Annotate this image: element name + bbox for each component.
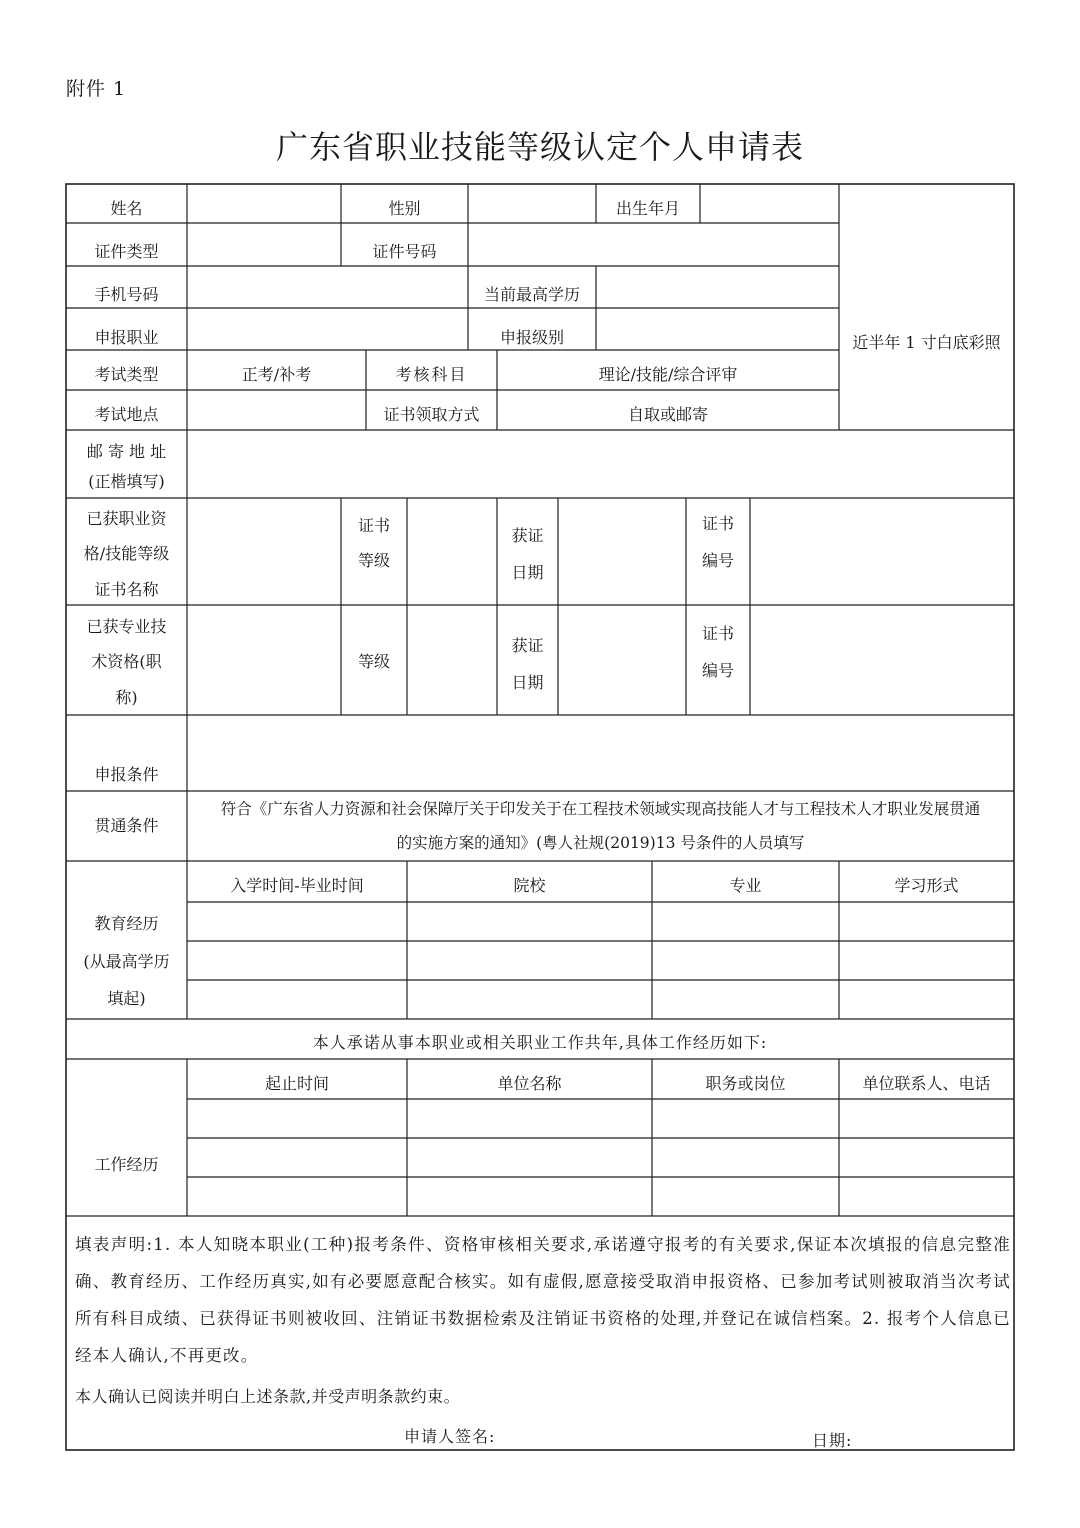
label-id-type: 证件类型 bbox=[94, 241, 159, 261]
label-subject: 考核科目 bbox=[395, 365, 468, 385]
label-name: 姓名 bbox=[110, 198, 143, 218]
subject-field[interactable]: 理论/技能/综合评审 bbox=[598, 365, 738, 385]
label-level: 申报级别 bbox=[499, 328, 564, 348]
label-obtain-date-line1: 获证 bbox=[511, 526, 544, 546]
exam-type-field[interactable]: 正考/补考 bbox=[241, 365, 312, 385]
label-mail-address bbox=[66, 436, 187, 498]
label-work-history: 工作经历 bbox=[94, 1155, 159, 1175]
work-col-employer: 单位名称 bbox=[497, 1074, 562, 1094]
edu-col-study-mode: 学习形式 bbox=[894, 876, 959, 896]
label-qualification-cert-line3: 证书名称 bbox=[94, 579, 159, 599]
grade-field[interactable] bbox=[408, 606, 496, 714]
label-cert-number-line2: 编号 bbox=[701, 551, 734, 570]
education-row[interactable] bbox=[188, 981, 1013, 1018]
date-label: 日期: bbox=[812, 1431, 853, 1450]
label-cert-number-line1: 证书 bbox=[701, 514, 734, 534]
confirmation-text: 本人确认已阅读并明白上述条款,并受声明条款约束。 bbox=[75, 1387, 461, 1406]
label-exam-location: 考试地点 bbox=[94, 405, 159, 425]
label-education-history-line3: 填起) bbox=[107, 989, 146, 1009]
label-tech-obtain-date-line1: 获证 bbox=[511, 636, 544, 656]
work-row[interactable] bbox=[188, 1139, 1013, 1176]
label-cert-method: 证书领取方式 bbox=[383, 405, 480, 425]
education-row[interactable] bbox=[188, 942, 1013, 979]
education-row[interactable] bbox=[188, 903, 1013, 940]
label-cert-level-line2: 等级 bbox=[357, 551, 390, 570]
label-qualification-cert-line1: 已获职业资 bbox=[86, 509, 167, 529]
tech-obtain-date-field[interactable] bbox=[559, 606, 685, 714]
label-education-history bbox=[66, 904, 187, 1019]
label-tech-cert-number-line1: 证书 bbox=[701, 624, 734, 644]
label-exam-type: 考试类型 bbox=[94, 365, 159, 385]
label-grade: 等级 bbox=[357, 652, 390, 672]
cert-level-field[interactable] bbox=[408, 499, 496, 604]
label-tech-qualification bbox=[66, 609, 187, 715]
work-row[interactable] bbox=[188, 1178, 1013, 1215]
label-education: 当前最高学历 bbox=[483, 285, 580, 305]
label-obtain-date-line2: 日期 bbox=[511, 563, 544, 582]
id-number-field[interactable] bbox=[469, 224, 838, 265]
cert-number-field[interactable] bbox=[751, 499, 1013, 604]
label-tech-qualification-line3: 称) bbox=[115, 687, 138, 707]
label-tech-qualification-line1: 已获专业技 bbox=[86, 617, 167, 637]
obtain-date-field[interactable] bbox=[559, 499, 685, 604]
level-field[interactable] bbox=[597, 309, 838, 349]
tech-cert-number-field[interactable] bbox=[751, 606, 1013, 714]
label-obtain-date bbox=[497, 515, 558, 595]
label-tech-obtain-date bbox=[497, 625, 558, 705]
name-field[interactable] bbox=[188, 185, 340, 222]
attachment-label: 附件 1 bbox=[66, 78, 127, 100]
label-bridge-conditions: 贯通条件 bbox=[94, 816, 159, 836]
tech-qualification-field[interactable] bbox=[188, 606, 340, 714]
label-occupation: 申报职业 bbox=[94, 328, 159, 348]
label-cert-level-line1: 证书 bbox=[357, 515, 390, 535]
label-gender: 性别 bbox=[388, 198, 421, 218]
label-tech-cert-number-line2: 编号 bbox=[701, 661, 734, 680]
phone-field[interactable] bbox=[188, 267, 467, 307]
work-col-position: 职务或岗位 bbox=[705, 1074, 786, 1094]
edu-col-major: 专业 bbox=[729, 876, 762, 896]
birth-field[interactable] bbox=[701, 185, 838, 222]
photo-placeholder[interactable]: 近半年 1 寸白底彩照 bbox=[852, 333, 1001, 353]
label-qualification-cert bbox=[66, 503, 187, 605]
bridge-conditions-line1: 符合《广东省人力资源和社会保障厅关于印发关于在工程技术领域实现高技能人才与工程技术人才职业发展贯通 bbox=[220, 799, 981, 818]
label-education-history-line1: 教育经历 bbox=[94, 914, 159, 934]
qualification-cert-field[interactable] bbox=[188, 499, 340, 604]
label-education-history-line2: (从最高学历 bbox=[83, 951, 170, 971]
label-qualification-cert-line2: 格/技能等级 bbox=[83, 544, 170, 564]
edu-col-school: 院校 bbox=[513, 876, 546, 896]
bridge-conditions-line2: 的实施方案的通知》(粤人社规(2019)13 号条件的人员填写 bbox=[396, 834, 805, 852]
signature-label: 申请人签名: bbox=[404, 1427, 496, 1446]
page-title: 广东省职业技能等级认定个人申请表 bbox=[275, 128, 804, 166]
label-cert-number bbox=[686, 506, 750, 580]
gender-field[interactable] bbox=[469, 185, 595, 222]
label-phone: 手机号码 bbox=[94, 285, 159, 305]
id-type-field[interactable] bbox=[188, 224, 340, 265]
label-tech-obtain-date-line2: 日期 bbox=[511, 673, 544, 692]
label-tech-cert-number bbox=[686, 615, 750, 691]
work-pledge: 本人承诺从事本职业或相关职业工作共年,具体工作经历如下: bbox=[312, 1033, 768, 1053]
label-birth: 出生年月 bbox=[615, 198, 680, 218]
label-mail-address-line2: (正楷填写) bbox=[88, 472, 165, 491]
work-row[interactable] bbox=[188, 1100, 1013, 1137]
bridge-conditions-text bbox=[187, 792, 1014, 860]
declaration-text: 填表声明:1. 本人知晓本职业(工种)报考条件、资格审核相关要求,承诺遵守报考的有关要求,保证本次填报的信息完整准确、教育经历、工作经历真实,如有必要愿意配合核实。如有虚假,愿意接受取消申报资格、已参加考试则被取消当次考试所有科目成绩、已获得证书则被收回、注销证书数据检索及注销证书资格的处理,并登记在诚信档案。2. 报考个人信息已经本人确认,不再更改。 bbox=[75, 1235, 1011, 1365]
exam-location-field[interactable] bbox=[188, 391, 365, 429]
education-field[interactable] bbox=[597, 267, 838, 307]
work-col-period: 起止时间 bbox=[264, 1074, 329, 1094]
edu-col-period: 入学时间-毕业时间 bbox=[230, 876, 364, 896]
occupation-field[interactable] bbox=[188, 309, 467, 349]
work-col-contact: 单位联系人、电话 bbox=[862, 1074, 991, 1094]
label-tech-qualification-line2: 术资格(职 bbox=[91, 652, 162, 672]
label-apply-conditions: 申报条件 bbox=[94, 765, 159, 785]
label-cert-level bbox=[341, 508, 407, 578]
label-mail-address-line1: 邮 寄 地 址 bbox=[86, 441, 167, 461]
cert-method-field[interactable]: 自取或邮寄 bbox=[627, 405, 708, 425]
label-id-number: 证件号码 bbox=[372, 241, 437, 261]
apply-conditions-field[interactable] bbox=[188, 716, 1013, 790]
mail-address-field[interactable] bbox=[188, 431, 1013, 497]
